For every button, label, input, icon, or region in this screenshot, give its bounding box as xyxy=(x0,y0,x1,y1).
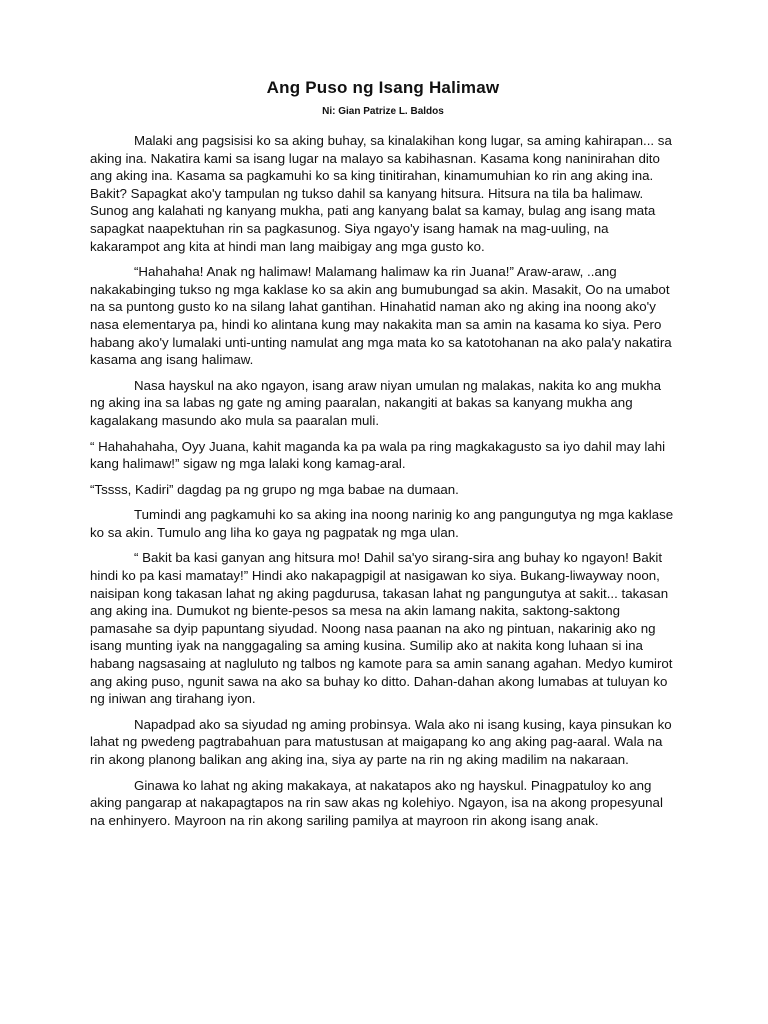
paragraph-2: “Hahahaha! Anak ng halimaw! Malamang halimaw ka rin Juana!” Araw-araw, ..ang nakakabinging tukso ng mga kaklase ko sa akin ang bumubungad sa akin. Masakit, Oo na umabot na sa puntong gusto ko na silang lahat gantihan. Hinahatid naman ako ng aking ina noong ako'y nasa elementarya pa, hindi ko alintana kung may nakakita man sa amin na kasama ko siya. Pero habang ako'y lumalaki unti-unting namulat ang mga mata ko sa katotohanan na ako pala'y nakatira kasama ang isang halimaw. xyxy=(90,264,672,368)
paragraph-3: Nasa hayskul na ako ngayon, isang araw niyan umulan ng malakas, nakita ko ang mukha ng aking ina sa labas ng gate ng aming paaralan, nakangiti at bakas sa kanyang mukha ang kagalakang masundo ako mula sa paaralan muli. xyxy=(90,377,662,428)
paragraph-4: “ Hahahahaha, Oyy Juana, kahit maganda ka pa wala pa ring magkakagusto sa iyo dahil may lahi kang halimaw!” sigaw ng mga lalaki kong kamag-aral. xyxy=(90,438,666,472)
paragraph-1: Malaki ang pagsisisi ko sa aking buhay, sa kinalakihan kong lugar, sa aming kahirapan... sa aking ina. Nakatira kami sa isang lugar na malayo sa kabihasnan. Kasama kong naninirahan dito ang aking ina. Kasama sa pagkamuhi ko sa king tinitirahan, kinamumuhian ko rin ang aking ina. Bakit? Sapagkat ako'y tampulan ng tukso dahil sa kanyang hitsura. Hitsura na tila ba halimaw. Sunog ang kalahati ng kanyang mukha, pati ang kanyang balat sa kamay, bulag ang isang mata sapagkat naapektuhan rin sa pagkasunog. Siya ngayo'y isang hamak na mag-uuling, na kakarampot ang kita at hindi man lang maibigay ang mga gusto ko. xyxy=(90,133,672,254)
paragraph-7: “ Bakit ba kasi ganyan ang hitsura mo! Dahil sa'yo sirang-sira ang buhay ko ngayon! Bakit hindi ko pa kasi mamatay!” Hindi ako nakapagpigil at nasigawan ko siya. Bukang-liwayway noon, naisipan kong takasan lahat ng aking pagdurusa, takasan lahat ng pangungutya at sakit... takasan ang aking ina. Dumukot ng biente-pesos sa mesa na akin lamang nakita, saktong-saktong pamasahe sa dyip papuntang siyudad. Noong nasa paanan na ako ng pintuan, nakarinig ako ng isang munting iyak na nanggagaling sa aming kusina. Sumilip ako at nakita kong luhaan si ina habang nagsasaing at nagluluto ng talbos ng kamote para sa amin sanang agahan. Medyo kumirot ang aking puso, ngunit sawa na ako sa buhay ko ditto. Dahan-dahan akong lumabas at tuluyan ko ng iniwan ang tirahang iyon. xyxy=(90,550,673,707)
paragraph-8: Napadpad ako sa siyudad ng aming probinsya. Wala ako ni isang kusing, kaya pinsukan ko lahat ng pwedeng pagtrabahuan para matustusan at maigapang ko ang aking pag-aaral. Wala na rin akong planong balikan ang aking ina, siya ay parte na rin ng aking madilim na nakaraan. xyxy=(90,716,672,767)
paragraph-9: Ginawa ko lahat ng aking makakaya, at nakatapos ako ng hayskul. Pinagpatuloy ko ang aking pangarap at nakapagtapos na rin saw akas ng kolehiyo. Ngayon, isa na akong propesyunal na enhinyero. Mayroon na rin akong sariling pamilya at mayroon rin akong isang anak. xyxy=(90,777,663,828)
paragraph-6: Tumindi ang pagkamuhi ko sa aking ina noong narinig ko ang pangungutya ng mga kaklase ko sa akin. Tumulo ang liha ko gaya ng pagpatak ng mga ulan. xyxy=(90,507,674,540)
paragraph-5: “Tssss, Kadiri” dagdag pa ng grupo ng mga babae na dumaan. xyxy=(90,481,459,497)
document-author: Ni: Gian Patrize L. Baldos xyxy=(322,106,444,117)
document-title: Ang Puso ng Isang Halimaw xyxy=(266,78,500,97)
